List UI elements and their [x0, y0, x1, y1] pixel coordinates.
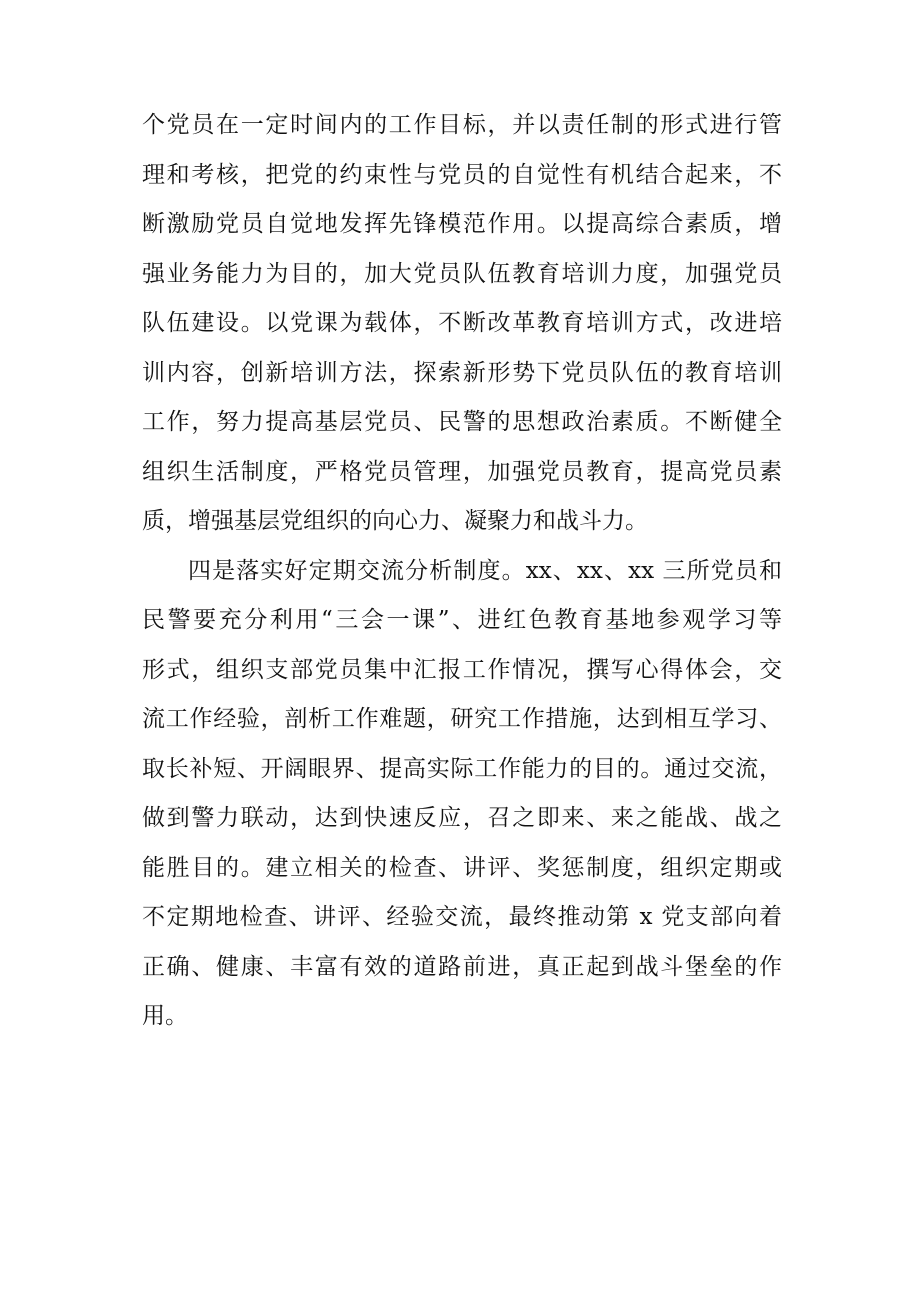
text-line: 质，增强基层党组织的向心力、凝聚力和战斗力。 [142, 508, 648, 534]
text-line: 正确、健康、丰富有效的道路前进，真正起到战斗堡垒的作 [142, 954, 782, 980]
paragraph-first-line: 四是落实好定期交流分析制度。xx、xx、xx 三所党员和 [188, 558, 782, 584]
text-line: 队伍建设。以党课为载体，不断改革教育培训方式，改进培 [142, 310, 782, 336]
text-line: 民警要充分利用“三会一课”、进红色教育基地参观学习等 [142, 607, 782, 633]
text-line: 断激励党员自觉地发挥先锋模范作用。以提高综合素质，增 [142, 211, 782, 237]
text-line: 不定期地检查、讲评、经验交流，最终推动第 x 党支部向着 [142, 904, 782, 930]
text-line: 能胜目的。建立相关的检查、讲评、奖惩制度，组织定期或 [142, 855, 782, 881]
text-line: 训内容，创新培训方法，探索新形势下党员队伍的教育培训 [142, 360, 782, 386]
text-line: 取长补短、开阔眼界、提高实际工作能力的目的。通过交流， [142, 756, 782, 782]
text-line: 流工作经验，剖析工作难题，研究工作措施，达到相互学习、 [142, 706, 782, 732]
text-line: 工作，努力提高基层党员、民警的思想政治素质。不断健全 [142, 409, 782, 435]
text-line: 强业务能力为目的，加大党员队伍教育培训力度，加强党员 [142, 261, 782, 287]
text-line: 理和考核，把党的约束性与党员的自觉性有机结合起来，不 [142, 162, 782, 188]
text-line: 用。 [142, 1003, 188, 1029]
text-line: 组织生活制度，严格党员管理，加强党员教育，提高党员素 [142, 459, 782, 485]
text-line: 个党员在一定时间内的工作目标，并以责任制的形式进行管 [142, 112, 782, 138]
text-line: 形式，组织支部党员集中汇报工作情况，撰写心得体会，交 [142, 657, 782, 683]
text-line: 做到警力联动，达到快速反应，召之即来、来之能战、战之 [142, 805, 782, 831]
